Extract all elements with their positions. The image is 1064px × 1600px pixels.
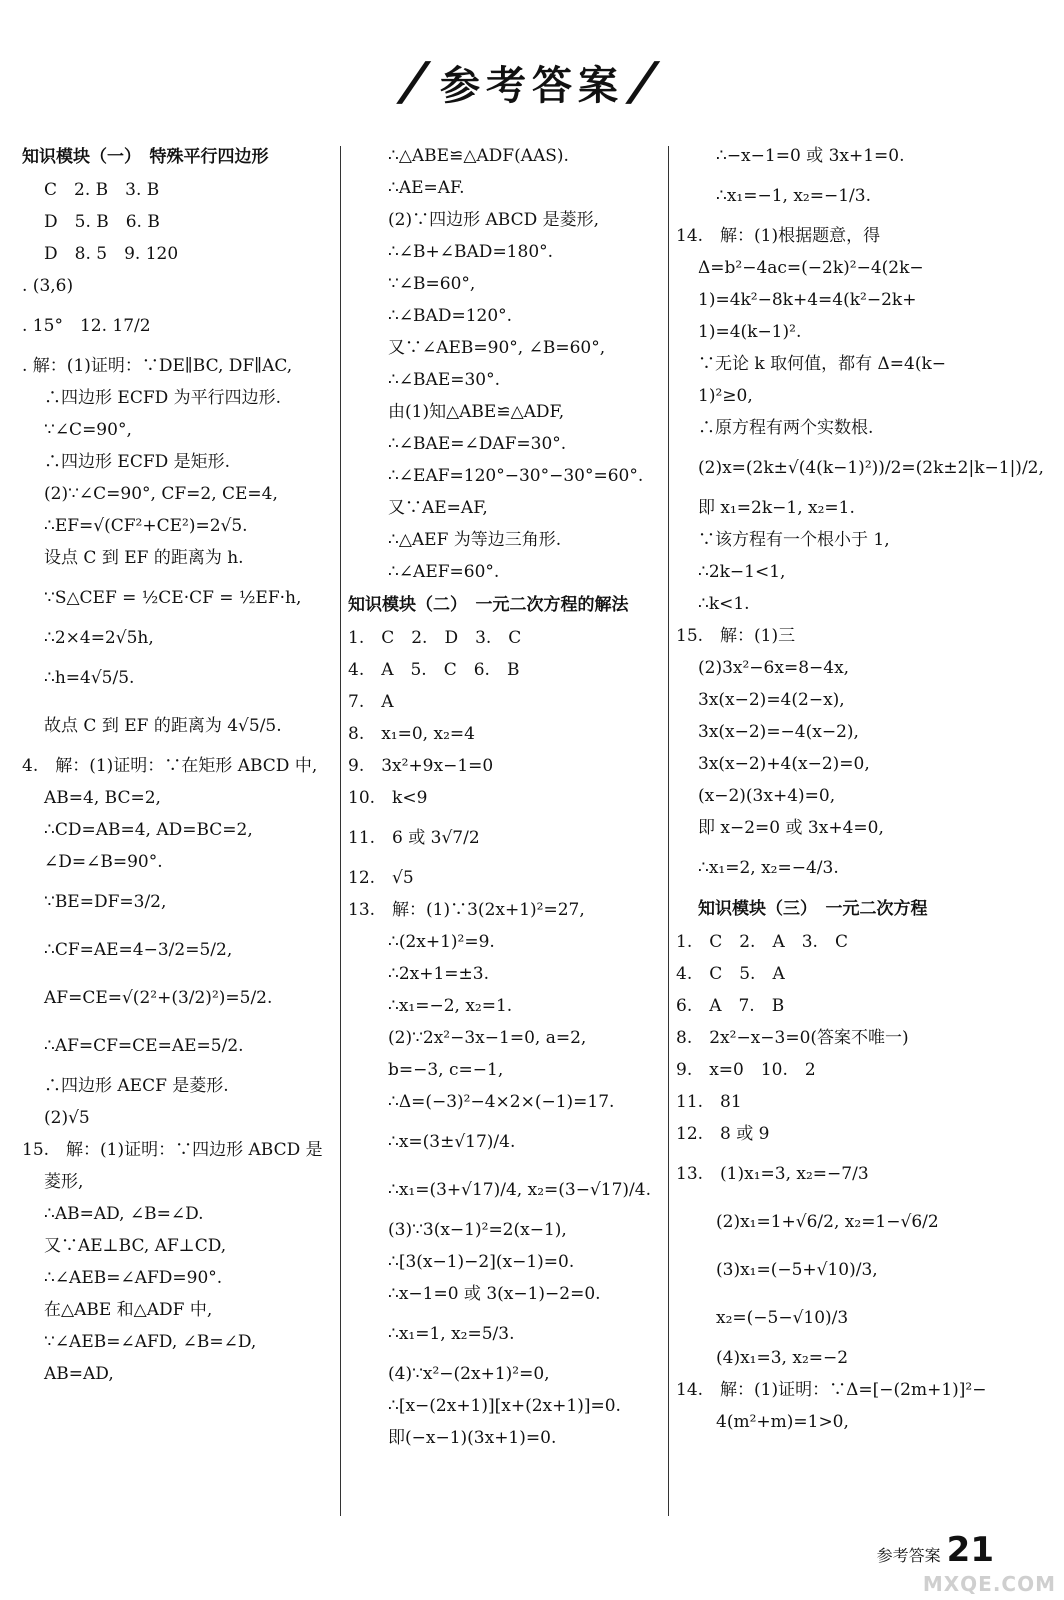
answer-line: ∴[3(x−1)−2](x−1)=0. xyxy=(388,1252,575,1272)
answer-line: ∴k<1. xyxy=(698,594,750,614)
answer-line: (2)x₁=1+√6/2, x₂=1−√6/2 xyxy=(716,1212,939,1232)
answer-line: ∴AE=AF. xyxy=(388,178,465,198)
answer-line: 1. C 2. A 3. C xyxy=(676,932,848,952)
answer-line: 1. C 2. D 3. C xyxy=(348,628,522,648)
answer-line: (3)∵3(x−1)²=2(x−1), xyxy=(388,1220,567,1240)
answer-line: 15. 解：(1)证明：∵四边形 ABCD 是 xyxy=(22,1140,323,1160)
answer-line: 11. 6 或 3√7/2 xyxy=(348,828,480,848)
answer-line: 在△ABE 和△ADF 中, xyxy=(44,1300,213,1320)
answer-line: ∵无论 k 取何值，都有 Δ=4(k− xyxy=(698,354,947,374)
answer-line: ∴AB=AD, ∠B=∠D. xyxy=(44,1204,204,1224)
answer-line: (2)∵∠C=90°, CF=2, CE=4, xyxy=(44,484,278,504)
answer-line: (2)∵四边形 ABCD 是菱形, xyxy=(388,210,600,230)
answer-line: ∴x₁=−2, x₂=1. xyxy=(388,996,513,1016)
answer-line: ∵∠C=90°, xyxy=(44,420,132,440)
answer-line: ∴Δ=(−3)²−4×2×(−1)=17. xyxy=(388,1092,615,1112)
answer-line: ∴x₁=−1, x₂=−1/3. xyxy=(716,186,871,206)
answer-line: 14. 解：(1)根据题意，得 xyxy=(676,226,881,246)
answer-line: 1)=4k²−8k+4=4(k²−2k+ xyxy=(698,290,917,310)
answer-line: ∴x−1=0 或 3(x−1)−2=0. xyxy=(388,1284,601,1304)
answer-line: 1)=4(k−1)². xyxy=(698,322,802,342)
answer-line: 由(1)知△ABE≌△ADF, xyxy=(388,402,565,422)
answer-line: 3x(x−2)+4(x−2)=0, xyxy=(698,754,870,774)
answer-line: ∴EF=√(CF²+CE²)=2√5. xyxy=(44,516,248,536)
answer-line: 9. x=0 10. 2 xyxy=(676,1060,816,1080)
answer-line: ∴∠EAF=120°−30°−30°=60°. xyxy=(388,466,644,486)
answer-line: ∴∠B+∠BAD=180°. xyxy=(388,242,554,262)
column-divider-2 xyxy=(668,146,669,1516)
answer-line: (4)∵x²−(2x+1)²=0, xyxy=(388,1364,550,1384)
answer-line: 4(m²+m)=1>0, xyxy=(716,1412,849,1432)
answer-line: ∴−x−1=0 或 3x+1=0. xyxy=(716,146,905,166)
answer-line: 15. 解：(1)三 xyxy=(676,626,796,646)
answer-line: ∴∠BAD=120°. xyxy=(388,306,513,326)
answer-line: 1)²≥0, xyxy=(698,386,753,406)
answer-line: ∵∠AEB=∠AFD, ∠B=∠D, xyxy=(44,1332,257,1352)
answer-line: AF=CE=√(2²+(3/2)²)=5/2. xyxy=(44,988,273,1008)
answer-line: ∴CD=AB=4, AD=BC=2, xyxy=(44,820,253,840)
answer-line: AB=AD, xyxy=(44,1364,114,1384)
answer-line: ∴2x+1=±3. xyxy=(388,964,489,984)
answer-line: 6. A 7. B xyxy=(676,996,785,1016)
answer-line: C 2. B 3. B xyxy=(44,180,160,200)
answer-line: 8. x₁=0, x₂=4 xyxy=(348,724,475,744)
column-3 xyxy=(676,140,1046,1560)
page-title: 参考答案 xyxy=(440,62,624,109)
answer-line: (4)x₁=3, x₂=−2 xyxy=(716,1348,849,1368)
answer-line: Δ=b²−4ac=(−2k)²−4(2k− xyxy=(698,258,924,278)
answer-line: ∵BE=DF=3/2, xyxy=(44,892,167,912)
answer-line: 12. 8 或 9 xyxy=(676,1124,770,1144)
answer-line: ∴h=4√5/5. xyxy=(44,668,135,688)
answer-line: ∵S△CEF = ½CE·CF = ½EF·h, xyxy=(44,588,302,608)
answer-line: 即 x−2=0 或 3x+4=0, xyxy=(698,818,884,838)
slash-left-icon: / xyxy=(399,52,436,112)
answer-line: 4. C 5. A xyxy=(676,964,785,984)
column-1 xyxy=(22,140,338,1560)
answer-line: ∴四边形 AECF 是菱形. xyxy=(44,1076,229,1096)
column-divider-1 xyxy=(340,146,341,1516)
answer-line: . 15° 12. 17/2 xyxy=(22,316,151,336)
footer-label: 参考答案 xyxy=(876,1546,941,1565)
answer-line: 故点 C 到 EF 的距离为 4√5/5. xyxy=(44,716,282,736)
answer-line: 4. A 5. C 6. B xyxy=(348,660,520,680)
answer-line: (3)x₁=(−5+√10)/3, xyxy=(716,1260,878,1280)
answer-line: 10. k<9 xyxy=(348,788,428,808)
answer-line: ∴(2x+1)²=9. xyxy=(388,932,495,952)
answer-line: x₂=(−5−√10)/3 xyxy=(716,1308,849,1328)
answer-line: . (3,6) xyxy=(22,276,74,296)
answer-line: 11. 81 xyxy=(676,1092,742,1112)
answer-line: 7. A xyxy=(348,692,394,712)
page-number: 21 xyxy=(946,1530,994,1570)
page-footer xyxy=(877,1530,994,1570)
answer-line: (2)x=(2k±√(4(k−1)²))/2=(2k±2|k−1|)/2, xyxy=(698,458,1044,478)
answer-line: ∴原方程有两个实数根. xyxy=(698,418,874,438)
answer-line: (2)√5 xyxy=(44,1108,90,1128)
answer-line: ∵∠B=60°, xyxy=(388,274,476,294)
answer-line: ∴∠AEB=∠AFD=90°. xyxy=(44,1268,223,1288)
answer-line: 13. (1)x₁=3, x₂=−7/3 xyxy=(676,1164,869,1184)
answer-line: ∴∠AEF=60°. xyxy=(388,562,500,582)
answer-line: D 8. 5 9. 120 xyxy=(44,244,179,264)
answer-line: . 解：(1)证明：∵DE∥BC, DF∥AC, xyxy=(22,356,293,376)
section-heading-1: 知识模块（一） 特殊平行四边形 xyxy=(22,147,269,167)
answer-line: ∴x₁=1, x₂=5/3. xyxy=(388,1324,515,1344)
answer-line: 即(−x−1)(3x+1)=0. xyxy=(388,1428,557,1448)
column-2 xyxy=(348,140,664,1560)
answer-line: AB=4, BC=2, xyxy=(44,788,161,808)
answer-line: 14. 解：(1)证明：∵Δ=[−(2m+1)]²− xyxy=(676,1380,987,1400)
slash-right-icon: / xyxy=(628,52,665,112)
answer-line: 又∵∠AEB=90°, ∠B=60°, xyxy=(388,338,606,358)
answer-line: 设点 C 到 EF 的距离为 h. xyxy=(44,548,244,568)
answer-line: ∴四边形 ECFD 是矩形. xyxy=(44,452,231,472)
answer-line: b=−3, c=−1, xyxy=(388,1060,504,1080)
answer-line: ∴2k−1<1, xyxy=(698,562,786,582)
watermark: MXQE.COM xyxy=(922,1572,1056,1596)
answer-line: 又∵AE⊥BC, AF⊥CD, xyxy=(44,1236,227,1256)
answer-line: ∠D=∠B=90°. xyxy=(44,852,163,872)
answer-line: 又∵AE=AF, xyxy=(388,498,488,518)
answer-line: 菱形, xyxy=(44,1172,84,1192)
answer-line: 13. 解：(1)∵3(2x+1)²=27, xyxy=(348,900,585,920)
answer-line: ∴2×4=2√5h, xyxy=(44,628,154,648)
answer-line: ∴x₁=2, x₂=−4/3. xyxy=(698,858,839,878)
answer-line: ∴CF=AE=4−3/2=5/2, xyxy=(44,940,233,960)
answer-line: (x−2)(3x+4)=0, xyxy=(698,786,836,806)
answer-line: ∵该方程有一个根小于 1, xyxy=(698,530,890,550)
answer-line: ∴x₁=(3+√17)/4, x₂=(3−√17)/4. xyxy=(388,1180,651,1200)
section-heading-3: 知识模块（三） 一元二次方程 xyxy=(698,899,928,919)
answer-line: ∴∠BAE=∠DAF=30°. xyxy=(388,434,567,454)
answer-line: D 5. B 6. B xyxy=(44,212,160,232)
page-title-block xyxy=(0,52,1064,112)
answer-line: (2)3x²−6x=8−4x, xyxy=(698,658,850,678)
answer-line: ∴[x−(2x+1)][x+(2x+1)]=0. xyxy=(388,1396,621,1416)
answer-line: 12. √5 xyxy=(348,868,414,888)
answer-line: ∴四边形 ECFD 为平行四边形. xyxy=(44,388,282,408)
answer-line: (2)∵2x²−3x−1=0, a=2, xyxy=(388,1028,587,1048)
answer-line: 3x(x−2)=−4(x−2), xyxy=(698,722,859,742)
section-heading-2: 知识模块（二） 一元二次方程的解法 xyxy=(348,595,629,615)
answer-line: 4. 解：(1)证明：∵在矩形 ABCD 中, xyxy=(22,756,318,776)
answer-line: ∴△ABE≌△ADF(AAS). xyxy=(388,146,569,166)
answer-line: 8. 2x²−x−3=0(答案不唯一) xyxy=(676,1028,909,1048)
answer-line: ∴∠BAE=30°. xyxy=(388,370,501,390)
answer-line: ∴AF=CF=CE=AE=5/2. xyxy=(44,1036,244,1056)
answer-line: ∴x=(3±√17)/4. xyxy=(388,1132,516,1152)
answer-line: 3x(x−2)=4(2−x), xyxy=(698,690,845,710)
answer-line: ∴△AEF 为等边三角形. xyxy=(388,530,562,550)
answer-line: 即 x₁=2k−1, x₂=1. xyxy=(698,498,855,518)
answer-line: 9. 3x²+9x−1=0 xyxy=(348,756,494,776)
